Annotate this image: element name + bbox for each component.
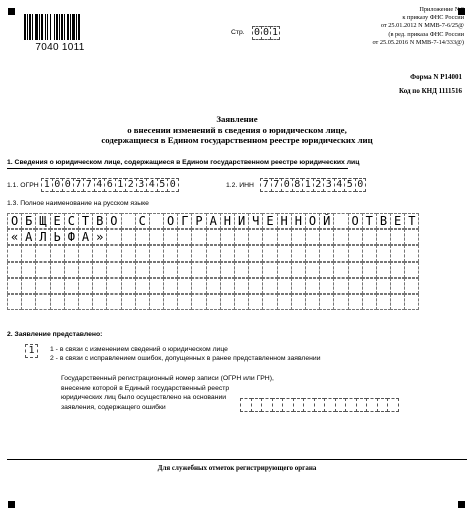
name-char-cell	[106, 245, 121, 261]
char-cell	[387, 398, 399, 412]
appendix-line: Приложение N 6	[419, 6, 464, 13]
name-char-cell	[64, 245, 79, 261]
name-char-cell: Г	[177, 213, 192, 229]
name-char-cell	[206, 245, 221, 261]
corner-marker	[458, 501, 465, 508]
name-char-cell	[106, 278, 121, 294]
option-1-text: 1 - в связи с изменением сведений о юридическом лице	[50, 346, 228, 353]
name-char-cell	[92, 262, 107, 278]
name-char-cell: Ь	[50, 229, 65, 245]
inn-label: 1.2. ИНН	[226, 182, 254, 189]
char-cell: 7	[83, 178, 95, 192]
name-char-cell: Т	[78, 213, 93, 229]
name-char-cell	[362, 245, 377, 261]
name-label: 1.3. Полное наименование на русском языке	[7, 200, 149, 207]
name-char-cell	[234, 262, 249, 278]
name-char-cell	[248, 278, 263, 294]
name-char-cell: Е	[262, 213, 277, 229]
name-char-cell	[92, 278, 107, 294]
name-char-cell	[220, 278, 235, 294]
name-char-cell	[319, 278, 334, 294]
char-cell: 0	[281, 178, 293, 192]
barcode-bar	[64, 14, 65, 40]
name-char-cell: С	[64, 213, 79, 229]
barcode-bar	[54, 14, 55, 40]
name-char-cell	[163, 278, 178, 294]
name-char-cell	[121, 278, 136, 294]
name-char-cell	[191, 245, 206, 261]
name-char-cell	[78, 262, 93, 278]
char-cell: 0	[62, 178, 74, 192]
name-char-cell	[64, 278, 79, 294]
name-char-cell	[92, 294, 107, 310]
name-row	[7, 229, 418, 245]
section1-divider	[7, 168, 348, 169]
barcode-bar	[29, 14, 31, 40]
name-char-cell	[21, 262, 36, 278]
form-code: Форма N Р14001	[410, 73, 462, 81]
barcode-bar	[41, 14, 43, 40]
barcode-bar	[72, 14, 75, 40]
name-char-cell	[106, 294, 121, 310]
name-char-cell: Н	[277, 213, 292, 229]
name-char-cell	[121, 245, 136, 261]
name-char-cell	[220, 294, 235, 310]
footer-divider	[7, 459, 467, 460]
name-char-cell: Л	[35, 229, 50, 245]
barcode-bar	[78, 14, 80, 40]
barcode-bar	[70, 14, 71, 40]
name-char-cell: »	[92, 229, 107, 245]
name-char-cell	[149, 262, 164, 278]
char-cell: 1	[271, 27, 279, 38]
corner-marker	[8, 8, 15, 15]
name-char-cell: Ф	[64, 229, 79, 245]
name-char-cell	[348, 278, 363, 294]
name-char-cell: О	[163, 213, 178, 229]
name-char-cell	[220, 245, 235, 261]
name-char-cell	[149, 294, 164, 310]
name-char-cell	[135, 262, 150, 278]
char-cell: 0	[262, 27, 270, 38]
name-char-cell	[50, 294, 65, 310]
barcode-bar	[24, 14, 26, 40]
inn-cells	[260, 178, 365, 192]
name-char-cell: Е	[50, 213, 65, 229]
barcode-bar	[50, 14, 51, 40]
name-char-cell	[234, 278, 249, 294]
name-char-cell	[277, 294, 292, 310]
name-char-cell	[333, 278, 348, 294]
name-char-cell: Е	[390, 213, 405, 229]
barcode-bar	[59, 14, 60, 40]
name-char-cell	[305, 294, 320, 310]
char-cell: 5	[157, 178, 169, 192]
barcode-bar	[39, 14, 40, 40]
name-row	[7, 262, 418, 278]
name-char-cell	[78, 278, 93, 294]
grn-text-line: заявления, содержащего ошибки	[61, 403, 166, 411]
name-char-cell	[135, 229, 150, 245]
name-char-cell	[234, 229, 249, 245]
appendix-line: от 25.05.2016 N ММВ-7-14/333@)	[372, 38, 464, 46]
char-cell: 1	[302, 178, 314, 192]
name-char-cell	[163, 245, 178, 261]
name-char-cell	[21, 278, 36, 294]
name-char-cell	[319, 294, 334, 310]
name-char-cell	[319, 229, 334, 245]
char-cell: 8	[292, 178, 304, 192]
name-char-cell	[191, 278, 206, 294]
name-char-cell	[248, 245, 263, 261]
name-char-cell: Щ	[35, 213, 50, 229]
name-char-cell	[333, 294, 348, 310]
name-char-cell	[291, 294, 306, 310]
name-char-cell	[333, 245, 348, 261]
name-char-cell	[35, 278, 50, 294]
name-char-cell	[177, 278, 192, 294]
barcode-image	[24, 14, 96, 40]
name-char-cell	[248, 229, 263, 245]
name-char-cell	[149, 245, 164, 261]
appendix-note	[304, 6, 464, 47]
name-char-cell	[277, 245, 292, 261]
name-char-cell	[234, 294, 249, 310]
barcode-bar	[61, 14, 63, 40]
name-char-cell	[135, 278, 150, 294]
barcode-bar	[35, 14, 38, 40]
name-char-cell	[404, 278, 419, 294]
name-char-cell: О	[7, 213, 22, 229]
name-char-cell	[248, 262, 263, 278]
name-char-cell: Ч	[248, 213, 263, 229]
name-char-cell	[106, 229, 121, 245]
name-char-cell	[376, 278, 391, 294]
name-char-cell: А	[21, 229, 36, 245]
barcode-number: 7040 1011	[35, 42, 85, 53]
char-cell: 4	[94, 178, 106, 192]
name-char-cell	[348, 262, 363, 278]
name-char-cell	[78, 294, 93, 310]
name-char-cell	[362, 278, 377, 294]
barcode-bar	[32, 14, 33, 40]
name-char-cell: Б	[21, 213, 36, 229]
char-cell: 4	[334, 178, 346, 192]
char-cell: 1	[41, 178, 53, 192]
name-char-cell	[35, 245, 50, 261]
name-char-cell	[404, 229, 419, 245]
name-char-cell: О	[106, 213, 121, 229]
section1-heading: 1. Сведения о юридическом лице, содержащиеся в Едином государственном реестре юридических лиц	[7, 159, 360, 166]
name-char-cell	[262, 229, 277, 245]
name-char-cell	[177, 229, 192, 245]
name-char-cell	[206, 294, 221, 310]
char-cell: 3	[136, 178, 148, 192]
char-cell: 7	[271, 178, 283, 192]
char-cell: 7	[260, 178, 272, 192]
name-char-cell	[390, 245, 405, 261]
name-char-cell	[305, 245, 320, 261]
name-char-cell: А	[206, 213, 221, 229]
name-char-cell: И	[234, 213, 249, 229]
name-char-cell	[277, 262, 292, 278]
name-char-cell	[348, 245, 363, 261]
name-char-cell	[35, 262, 50, 278]
name-char-cell	[206, 262, 221, 278]
name-char-cell	[348, 229, 363, 245]
name-char-cell	[362, 294, 377, 310]
name-char-cell	[333, 262, 348, 278]
barcode-bar	[56, 14, 58, 40]
grn-text-line: Государственный регистрационный номер записи (ОГРН или ГРН),	[61, 375, 274, 382]
name-row	[7, 213, 418, 229]
name-char-cell	[390, 278, 405, 294]
name-char-cell	[291, 245, 306, 261]
name-char-cell	[234, 245, 249, 261]
name-char-cell	[191, 262, 206, 278]
name-char-cell	[50, 278, 65, 294]
name-char-cell	[305, 229, 320, 245]
name-char-cell: О	[305, 213, 320, 229]
char-cell: 7	[73, 178, 85, 192]
name-char-cell: Н	[220, 213, 235, 229]
char-cell: 1	[115, 178, 127, 192]
appendix-line: к приказу ФНС России	[402, 14, 464, 22]
name-grid	[7, 213, 418, 310]
name-char-cell	[262, 245, 277, 261]
name-char-cell	[404, 245, 419, 261]
name-char-cell: Т	[362, 213, 377, 229]
name-char-cell	[135, 294, 150, 310]
name-row	[7, 278, 418, 294]
name-char-cell	[291, 229, 306, 245]
name-char-cell	[78, 245, 93, 261]
corner-marker	[8, 501, 15, 508]
name-char-cell	[262, 278, 277, 294]
char-cell: 6	[104, 178, 116, 192]
section2-heading: 2. Заявление представлено:	[7, 331, 103, 338]
submission-reason-cell	[25, 344, 37, 358]
name-row	[7, 294, 418, 310]
name-char-cell	[50, 262, 65, 278]
barcode-bar	[76, 14, 77, 40]
grn-text-line: внесение которой в Единый государственный реестр	[61, 384, 230, 392]
page-label: Стр.	[231, 29, 245, 36]
char-cell: 0	[167, 178, 179, 192]
name-char-cell	[163, 229, 178, 245]
barcode-bar	[47, 14, 48, 40]
name-char-cell	[333, 213, 348, 229]
name-char-cell: В	[376, 213, 391, 229]
name-char-cell	[121, 262, 136, 278]
name-char-cell: Й	[319, 213, 334, 229]
name-char-cell: О	[348, 213, 363, 229]
name-char-cell	[191, 229, 206, 245]
name-char-cell	[7, 245, 22, 261]
name-char-cell: Н	[291, 213, 306, 229]
official-marks-heading: Для служебных отметок регистрирующего органа	[157, 464, 317, 472]
char-cell: 0	[52, 178, 64, 192]
name-char-cell	[376, 294, 391, 310]
name-char-cell	[262, 294, 277, 310]
name-char-cell	[7, 262, 22, 278]
name-char-cell	[390, 262, 405, 278]
name-char-cell	[121, 213, 136, 229]
name-char-cell	[7, 294, 22, 310]
name-char-cell	[21, 245, 36, 261]
name-char-cell	[404, 294, 419, 310]
name-char-cell	[177, 245, 192, 261]
name-char-cell	[390, 294, 405, 310]
name-char-cell	[376, 229, 391, 245]
name-char-cell: Т	[404, 213, 419, 229]
name-char-cell	[64, 262, 79, 278]
name-char-cell	[220, 229, 235, 245]
name-char-cell	[277, 229, 292, 245]
appendix-line: от 25.01.2012 N ММВ-7-6/25@	[380, 22, 464, 30]
barcode-bar	[27, 14, 28, 40]
name-char-cell	[92, 245, 107, 261]
barcode-bar	[45, 14, 46, 40]
name-char-cell: В	[92, 213, 107, 229]
title-line: Заявление	[216, 114, 258, 124]
name-char-cell	[106, 262, 121, 278]
name-char-cell	[121, 294, 136, 310]
char-cell: 0	[253, 27, 261, 38]
grn-text-line: юридических лиц было осуществлено на основании	[61, 394, 227, 401]
name-char-cell: А	[78, 229, 93, 245]
name-char-cell	[390, 229, 405, 245]
name-char-cell	[50, 245, 65, 261]
char-cell: 0	[355, 178, 367, 192]
name-char-cell	[277, 278, 292, 294]
name-char-cell	[348, 294, 363, 310]
name-char-cell	[163, 262, 178, 278]
name-char-cell	[404, 262, 419, 278]
ogrn-cells	[41, 178, 178, 192]
name-char-cell	[206, 229, 221, 245]
name-char-cell	[35, 294, 50, 310]
name-char-cell	[376, 245, 391, 261]
name-char-cell	[333, 229, 348, 245]
name-char-cell: С	[135, 213, 150, 229]
name-char-cell	[121, 229, 136, 245]
name-char-cell	[149, 229, 164, 245]
name-char-cell	[362, 262, 377, 278]
name-char-cell	[177, 294, 192, 310]
char-cell: 2	[313, 178, 325, 192]
name-char-cell	[163, 294, 178, 310]
name-char-cell	[64, 294, 79, 310]
name-char-cell	[291, 262, 306, 278]
appendix-line: (в ред. приказа ФНС России	[388, 30, 464, 38]
title-line: о внесении изменений в сведения о юридическом лице,	[127, 124, 347, 135]
name-char-cell	[262, 262, 277, 278]
name-char-cell	[7, 278, 22, 294]
name-char-cell	[177, 262, 192, 278]
name-char-cell	[21, 294, 36, 310]
name-char-cell	[376, 262, 391, 278]
char-cell: 3	[323, 178, 335, 192]
char-cell: 4	[146, 178, 158, 192]
name-char-cell	[305, 278, 320, 294]
page-number-cells	[252, 26, 279, 40]
name-char-cell: «	[7, 229, 22, 245]
char-cell: 1	[25, 344, 38, 358]
title-line: содержащиеся в Едином государственном реестре юридических лиц	[101, 135, 373, 145]
name-char-cell	[191, 294, 206, 310]
name-char-cell	[362, 229, 377, 245]
name-char-cell	[149, 278, 164, 294]
option-2-text: 2 - в связи с исправлением ошибок, допущенных в ранее представленном заявлении	[50, 355, 321, 362]
name-char-cell	[248, 294, 263, 310]
char-cell: 2	[125, 178, 137, 192]
grn-cells	[240, 398, 398, 412]
name-char-cell	[206, 278, 221, 294]
name-char-cell: Р	[191, 213, 206, 229]
name-char-cell	[319, 262, 334, 278]
name-char-cell	[149, 213, 164, 229]
name-char-cell	[305, 262, 320, 278]
name-char-cell	[135, 245, 150, 261]
name-char-cell	[220, 262, 235, 278]
name-row	[7, 245, 418, 261]
ogrn-label: 1.1. ОГРН	[7, 182, 39, 189]
knd-code: Код по КНД 1111516	[398, 87, 462, 95]
name-char-cell	[291, 278, 306, 294]
document-title	[0, 114, 474, 146]
name-char-cell	[319, 245, 334, 261]
barcode-bar	[67, 14, 69, 40]
char-cell: 5	[344, 178, 356, 192]
grn-description	[61, 374, 274, 412]
